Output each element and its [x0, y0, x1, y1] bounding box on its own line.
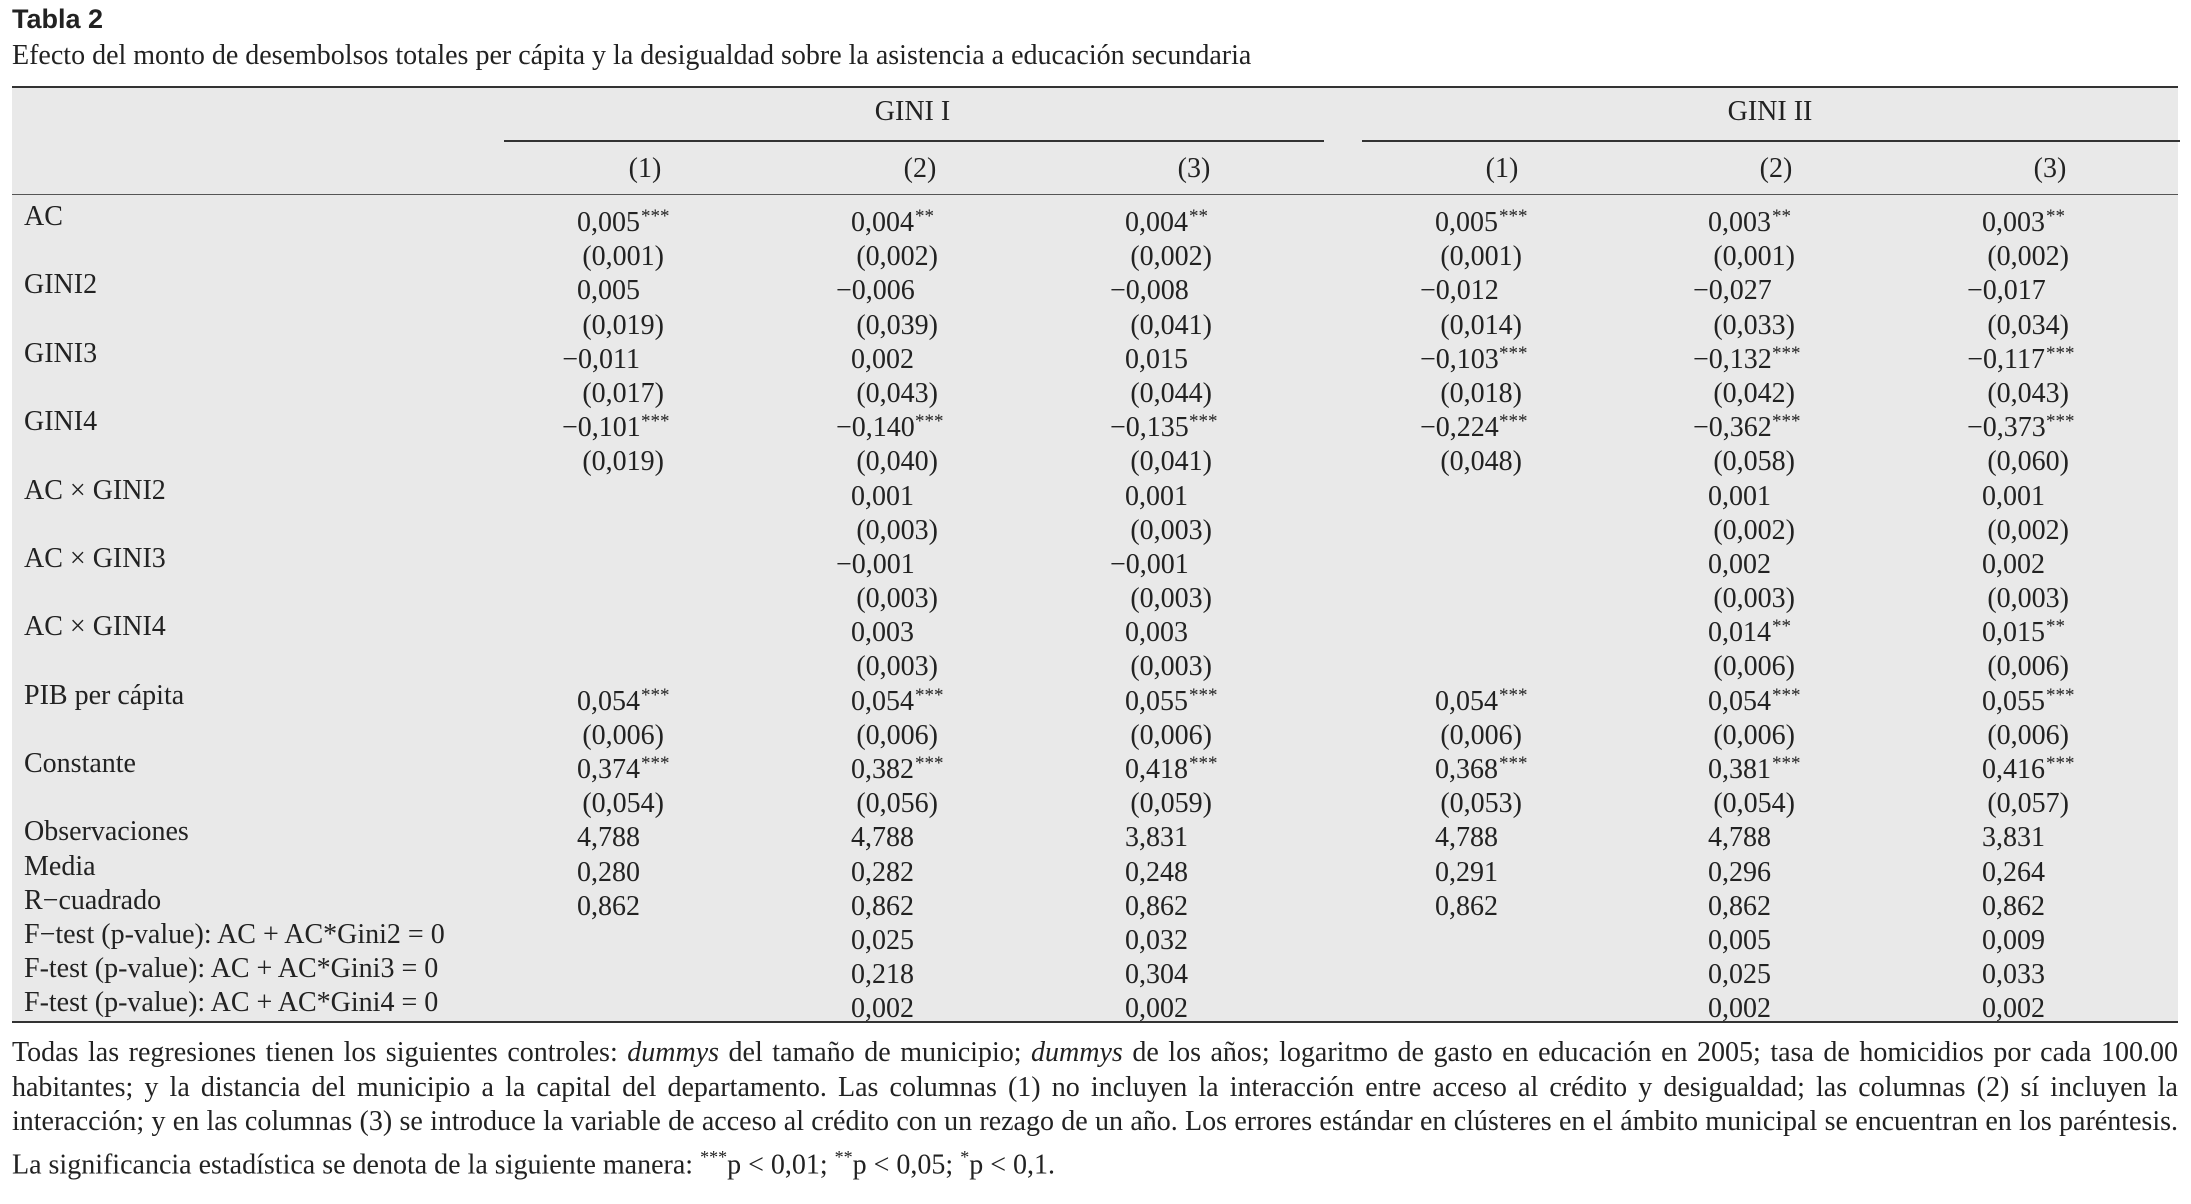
cell-value: 0,004: [1125, 207, 1188, 238]
cell-value: 4,788: [1435, 822, 1498, 854]
cell-value: −0,224: [1420, 412, 1499, 444]
cell-value: (0,006): [1713, 651, 1795, 683]
cell-value: 0,009: [1982, 924, 2045, 956]
row-label: AC × GINI2: [24, 474, 166, 506]
significance-stars: ***: [1189, 684, 1218, 706]
notes-sig-1: ***: [700, 1146, 728, 1167]
significance-stars: ***: [1499, 206, 1528, 227]
cell-value: (0,048): [1440, 446, 1522, 478]
cell-value: −0,135: [1110, 412, 1189, 444]
table-cell: [562, 986, 762, 1026]
cell-value: (0,019): [582, 309, 664, 341]
significance-stars: ***: [1499, 411, 1528, 433]
cell-value: (0,057): [1987, 788, 2069, 820]
table-row: [12, 815, 2178, 854]
cell-value: −0,027: [1693, 275, 1772, 307]
cell-value: 0,002: [1708, 993, 1771, 1025]
significance-stars: **: [1772, 616, 1791, 638]
cell-value: −0,140: [836, 412, 915, 444]
cell-value: 0,248: [1125, 856, 1188, 888]
table-row: [12, 337, 2178, 375]
cell-value: 0,002: [1982, 993, 2045, 1025]
row-label: Media: [24, 850, 96, 882]
cell-value: −0,012: [1420, 275, 1499, 307]
cell-value: 0,055: [1125, 685, 1188, 717]
cell-value: (0,042): [1713, 377, 1795, 409]
cell-value: 0,862: [1125, 890, 1188, 922]
significance-stars: ***: [915, 753, 944, 774]
group-header-gini-i: GINI I: [874, 96, 951, 127]
significance-stars: ***: [2046, 753, 2075, 774]
cell-value: (0,002): [1987, 514, 2069, 546]
cell-value: 0,218: [851, 959, 914, 991]
cell-value: (0,001): [1713, 241, 1795, 273]
cell-value: (0,002): [1713, 514, 1795, 546]
significance-stars: ***: [1772, 411, 1801, 433]
significance-stars: ***: [915, 411, 944, 433]
cell-value: (0,043): [1987, 377, 2069, 409]
table-cell: [1693, 986, 1893, 1026]
significance-stars: **: [2046, 616, 2065, 638]
table-row: [12, 268, 2178, 307]
significance-stars: ***: [1499, 684, 1528, 706]
group-rule-gini-ii: [1362, 140, 2180, 142]
column-header-4: (1): [1485, 153, 1519, 184]
row-label: F-test (p-value): AC + AC*Gini4 = 0: [24, 987, 439, 1019]
table-cell: [1420, 986, 1620, 1026]
significance-stars: ***: [641, 753, 670, 774]
table-cell: [1967, 986, 2167, 1026]
notes-sig-2-text: p < 0,05;: [852, 1148, 961, 1180]
cell-value: (0,039): [856, 309, 938, 341]
cell-value: 0,296: [1708, 856, 1771, 888]
cell-value: 0,001: [1125, 480, 1188, 512]
significance-stars: ***: [1499, 342, 1528, 364]
cell-value: (0,040): [856, 446, 938, 478]
cell-value: 0,282: [851, 856, 914, 888]
significance-stars: **: [1772, 206, 1791, 227]
cell-value: −0,006: [836, 275, 915, 307]
cell-value: −0,101: [562, 412, 641, 444]
cell-value: 0,291: [1435, 856, 1498, 888]
cell-value: 0,054: [1708, 685, 1771, 717]
table-row: [12, 884, 2178, 922]
cell-value: (0,001): [1440, 241, 1522, 273]
cell-value: (0,006): [1440, 719, 1522, 751]
table-row: [12, 542, 2178, 580]
notes-sig-3: *: [960, 1146, 970, 1167]
cell-value: 0,014: [1708, 617, 1771, 649]
cell-value: 0,368: [1435, 754, 1498, 785]
cell-value: (0,059): [1130, 788, 1212, 820]
notes-text-2: del tamaño de municipio;: [719, 1037, 1032, 1068]
table-row: [12, 405, 2178, 444]
cell-value: −0,008: [1110, 275, 1189, 307]
cell-value: 0,264: [1982, 856, 2045, 888]
cell-value: (0,006): [856, 719, 938, 751]
row-label: GINI2: [24, 269, 98, 301]
significance-stars: ***: [641, 411, 670, 433]
row-label: GINI4: [24, 406, 98, 438]
cell-value: 0,002: [851, 343, 914, 375]
table-row: [12, 918, 2178, 956]
significance-stars: ***: [2046, 342, 2075, 364]
cell-value: (0,043): [856, 377, 938, 409]
cell-value: −0,373: [1967, 412, 2046, 444]
table-row: [12, 474, 2178, 512]
cell-value: 0,001: [851, 480, 914, 512]
cell-value: 0,862: [851, 890, 914, 922]
row-label: AC × GINI3: [24, 542, 166, 574]
cell-value: 0,002: [1708, 548, 1771, 580]
cell-value: (0,014): [1440, 309, 1522, 341]
cell-value: (0,003): [856, 583, 938, 615]
significance-stars: **: [1189, 206, 1208, 227]
row-label: Constante: [24, 748, 136, 779]
row-label: GINI3: [24, 337, 98, 369]
cell-value: (0,054): [582, 788, 664, 820]
cell-value: −0,017: [1967, 275, 2046, 307]
cell-value: (0,056): [856, 788, 938, 820]
table-row: [12, 986, 2178, 1025]
table-row: [12, 200, 2178, 238]
cell-value: (0,044): [1130, 377, 1212, 409]
cell-value: 0,025: [1708, 959, 1771, 991]
cell-value: (0,006): [1130, 719, 1212, 751]
cell-value: 0,416: [1982, 754, 2045, 785]
notes-dummys-2: dummys: [1031, 1037, 1123, 1068]
table-row: [12, 508, 2178, 546]
cell-value: 0,005: [577, 275, 640, 307]
significance-stars: ***: [641, 206, 670, 227]
table-subtitle: Efecto del monto de desembolsos totales per cápita y la desigualdad sobre la asistencia a educación secundaria: [12, 40, 1252, 71]
notes-text-1: Todas las regresiones tienen los siguientes controles:: [12, 1037, 628, 1068]
table-row: [12, 576, 2178, 615]
significance-stars: **: [2046, 206, 2065, 227]
cell-value: (0,058): [1713, 446, 1795, 478]
cell-value: 0,002: [851, 993, 914, 1025]
cell-value: 0,015: [1125, 343, 1188, 375]
cell-value: 0,002: [1982, 548, 2045, 580]
cell-value: 3,831: [1125, 822, 1188, 854]
notes-sig-1-text: p < 0,01;: [727, 1148, 835, 1180]
cell-value: (0,003): [856, 514, 938, 546]
cell-value: 4,788: [577, 822, 640, 854]
table-row: [12, 371, 2178, 409]
significance-stars: ***: [2046, 684, 2075, 706]
cell-value: (0,003): [856, 651, 938, 683]
cell-value: (0,060): [1987, 446, 2069, 478]
cell-value: (0,041): [1130, 309, 1212, 341]
cell-value: (0,006): [1987, 719, 2069, 751]
cell-value: 0,055: [1982, 685, 2045, 717]
notes-sig-2: **: [834, 1146, 853, 1167]
row-label: F-test (p-value): AC + AC*Gini3 = 0: [24, 953, 439, 985]
cell-value: 0,005: [577, 207, 640, 238]
cell-value: −0,011: [562, 343, 640, 375]
cell-value: (0,019): [582, 446, 664, 478]
cell-value: (0,041): [1130, 446, 1212, 478]
notes-sig-3-text: p < 0,1.: [969, 1148, 1056, 1180]
top-rule: [12, 86, 2178, 88]
cell-value: (0,003): [1130, 651, 1212, 683]
row-label: PIB per cápita: [24, 679, 185, 711]
cell-value: 0,280: [577, 856, 640, 888]
table-row: [12, 610, 2178, 649]
significance-stars: ***: [1189, 753, 1218, 774]
table-body: [12, 200, 2178, 1025]
column-header-3: (3): [1177, 153, 1211, 184]
cell-value: 0,418: [1125, 754, 1188, 785]
cell-value: (0,006): [1987, 651, 2069, 683]
cell-value: 0,005: [1435, 207, 1498, 238]
cell-value: (0,006): [582, 719, 664, 751]
significance-stars: ***: [2046, 411, 2075, 433]
cell-value: 0,054: [851, 685, 914, 717]
significance-stars: ***: [641, 684, 670, 706]
cell-value: 0,003: [851, 617, 914, 649]
table-row: [12, 713, 2178, 751]
cell-value: 3,831: [1982, 822, 2045, 854]
table-row: [12, 747, 2178, 785]
column-header-6: (3): [2033, 153, 2067, 184]
cell-value: 0,033: [1982, 959, 2045, 991]
table-cell: [836, 986, 1036, 1026]
cell-value: 0,003: [1708, 207, 1771, 238]
cell-value: (0,002): [856, 241, 938, 273]
cell-value: 0,862: [1435, 890, 1498, 922]
table-row: [12, 234, 2178, 273]
significance-stars: ***: [1189, 411, 1218, 433]
cell-value: 0,862: [1708, 890, 1771, 922]
significance-stars: **: [915, 206, 934, 227]
cell-value: (0,033): [1713, 309, 1795, 341]
cell-value: 0,004: [851, 207, 914, 238]
cell-value: (0,053): [1440, 788, 1522, 820]
cell-value: 0,003: [1982, 207, 2045, 238]
cell-value: (0,002): [1987, 241, 2069, 273]
group-rule-gini-i: [504, 140, 1324, 142]
cell-value: 4,788: [1708, 822, 1771, 854]
cell-value: 0,304: [1125, 959, 1188, 991]
table-title: Tabla 2: [12, 4, 104, 34]
cell-value: −0,103: [1420, 343, 1499, 375]
cell-value: (0,003): [1987, 583, 2069, 615]
cell-value: 0,374: [577, 754, 640, 785]
table-cell: [1110, 986, 1310, 1026]
cell-value: 0,025: [851, 924, 914, 956]
cell-value: 0,862: [1982, 890, 2045, 922]
cell-value: (0,006): [1713, 719, 1795, 751]
significance-stars: ***: [1772, 753, 1801, 774]
cell-value: 0,005: [1708, 924, 1771, 956]
row-label: Observaciones: [24, 816, 189, 848]
cell-value: (0,003): [1130, 583, 1212, 615]
notes-dummys-1: dummys: [627, 1037, 720, 1068]
cell-value: 0,001: [1708, 480, 1771, 512]
table-row: [12, 781, 2178, 820]
cell-value: 0,054: [1435, 685, 1498, 717]
table-notes: [12, 1036, 2178, 1182]
cell-value: 4,788: [851, 822, 914, 854]
row-label: AC × GINI4: [24, 611, 166, 643]
significance-stars: ***: [1772, 342, 1801, 364]
row-label: AC: [24, 201, 63, 232]
cell-value: (0,003): [1713, 583, 1795, 615]
notes-text-3: de los años; logaritmo de gasto en educación en 2005; tasa de homicidios por cada 100.00 habitantes; y la distancia del municipio a la capital del departamento. Las columnas (1) no incluyen la interacción entre acceso al crédito y desigualdad; las columnas (2) sí incluyen la interacción; y en las columnas (3) se introduce la variable de acceso al crédito con un rezago de un año. Los errores estándar en clústeres en el ámbito municipal se encuentran en los paréntesis. La significancia estadística se denota de la siguiente manera:: [12, 1037, 2178, 1180]
cell-value: (0,001): [582, 241, 664, 273]
cell-value: (0,018): [1440, 377, 1522, 409]
cell-value: −0,001: [836, 548, 915, 580]
significance-stars: ***: [1499, 753, 1528, 774]
cell-value: (0,002): [1130, 241, 1212, 273]
cell-value: 0,032: [1125, 924, 1188, 956]
table-row: [12, 850, 2178, 888]
group-header-gini-ii: GINI II: [1727, 96, 1813, 127]
cell-value: 0,002: [1125, 993, 1188, 1025]
cell-value: 0,001: [1982, 480, 2045, 512]
table-row: [12, 644, 2178, 683]
cell-value: 0,054: [577, 685, 640, 717]
column-header-1: (1): [628, 153, 662, 184]
cell-value: 0,382: [851, 754, 914, 785]
cell-value: 0,003: [1125, 617, 1188, 649]
cell-value: 0,381: [1708, 754, 1771, 785]
cell-value: 0,015: [1982, 617, 2045, 649]
header-rule: [12, 194, 2178, 195]
cell-value: (0,017): [582, 377, 664, 409]
table-row: [12, 952, 2178, 991]
table-row: [12, 439, 2178, 478]
row-label: R−cuadrado: [24, 884, 162, 916]
cell-value: −0,362: [1693, 412, 1772, 444]
column-header-5: (2): [1759, 153, 1793, 184]
cell-value: (0,034): [1987, 309, 2069, 341]
cell-value: −0,117: [1967, 343, 2045, 375]
cell-value: −0,001: [1110, 548, 1189, 580]
row-label: F−test (p-value): AC + AC*Gini2 = 0: [24, 918, 445, 950]
cell-value: (0,054): [1713, 788, 1795, 820]
cell-value: 0,862: [577, 890, 640, 922]
table-row: [12, 679, 2178, 717]
table-row: [12, 303, 2178, 341]
cell-value: (0,003): [1130, 514, 1212, 546]
cell-value: −0,132: [1693, 343, 1772, 375]
column-header-2: (2): [903, 153, 937, 184]
significance-stars: ***: [1772, 684, 1801, 706]
significance-stars: ***: [915, 684, 944, 706]
